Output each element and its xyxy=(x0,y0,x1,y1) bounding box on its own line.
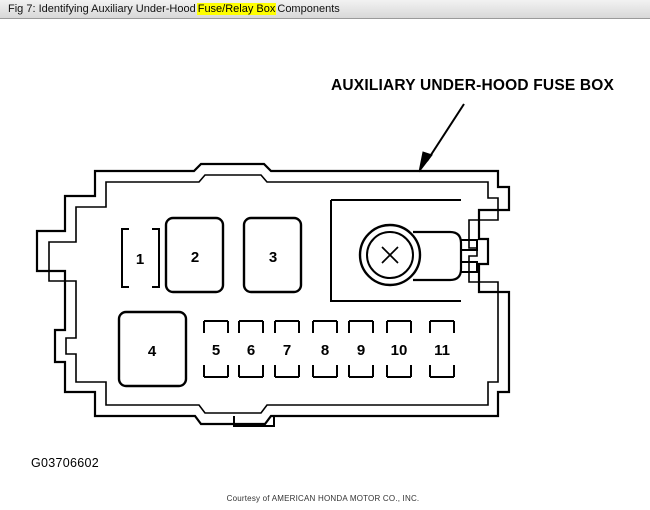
slot-number-9: 9 xyxy=(356,342,366,359)
slot-number-1: 1 xyxy=(135,251,145,268)
round-relay-x-mark xyxy=(382,247,398,263)
slot-10-bottom xyxy=(387,365,411,377)
slot-11-top xyxy=(430,321,454,333)
slot-9-top xyxy=(349,321,373,333)
slot-number-11: 11 xyxy=(434,342,450,359)
figure-title-highlight: Fuse/Relay Box xyxy=(197,3,276,15)
slot-number-3: 3 xyxy=(268,249,278,266)
slot-7-top xyxy=(275,321,299,333)
figure-title-bar xyxy=(0,0,650,19)
slot-number-8: 8 xyxy=(320,342,330,359)
courtesy-notice: Courtesy of AMERICAN HONDA MOTOR CO., INC. xyxy=(226,494,420,503)
slot-7-bottom xyxy=(275,365,299,377)
slot-number-5: 5 xyxy=(211,342,221,359)
slot-5-top xyxy=(204,321,228,333)
slot-1-bracket-right xyxy=(152,229,159,287)
slot-6-top xyxy=(239,321,263,333)
relay-compartment-divider xyxy=(331,200,461,301)
slot-11-bottom xyxy=(430,365,454,377)
document-area xyxy=(0,19,650,510)
slot-number-labels xyxy=(136,249,450,360)
slot-number-7: 7 xyxy=(282,342,292,359)
slot-8-bottom xyxy=(313,365,337,377)
slot-10-top xyxy=(387,321,411,333)
slot-8-top xyxy=(313,321,337,333)
slot-5-bottom xyxy=(204,365,228,377)
figure-title-prefix: Fig 7: Identifying Auxiliary Under-Hood xyxy=(8,3,196,15)
slot-6-bottom xyxy=(239,365,263,377)
figure-canvas xyxy=(8,23,638,505)
figure-code: G03706602 xyxy=(31,456,100,470)
callout-label: AUXILIARY UNDER-HOOD FUSE BOX xyxy=(331,77,615,94)
callout-arrow-head xyxy=(419,152,432,172)
slot-number-10: 10 xyxy=(390,342,408,359)
slot-number-2: 2 xyxy=(190,249,200,266)
fuse-box-outer-housing xyxy=(37,164,509,424)
slot-number-4: 4 xyxy=(147,343,157,360)
fuse-box-diagram xyxy=(9,24,637,504)
callout-leader-line xyxy=(427,104,464,161)
slot-9-bottom xyxy=(349,365,373,377)
slot-number-6: 6 xyxy=(246,342,256,359)
slot-1-bracket-left xyxy=(122,229,129,287)
figure-title-suffix: Components xyxy=(277,3,340,15)
